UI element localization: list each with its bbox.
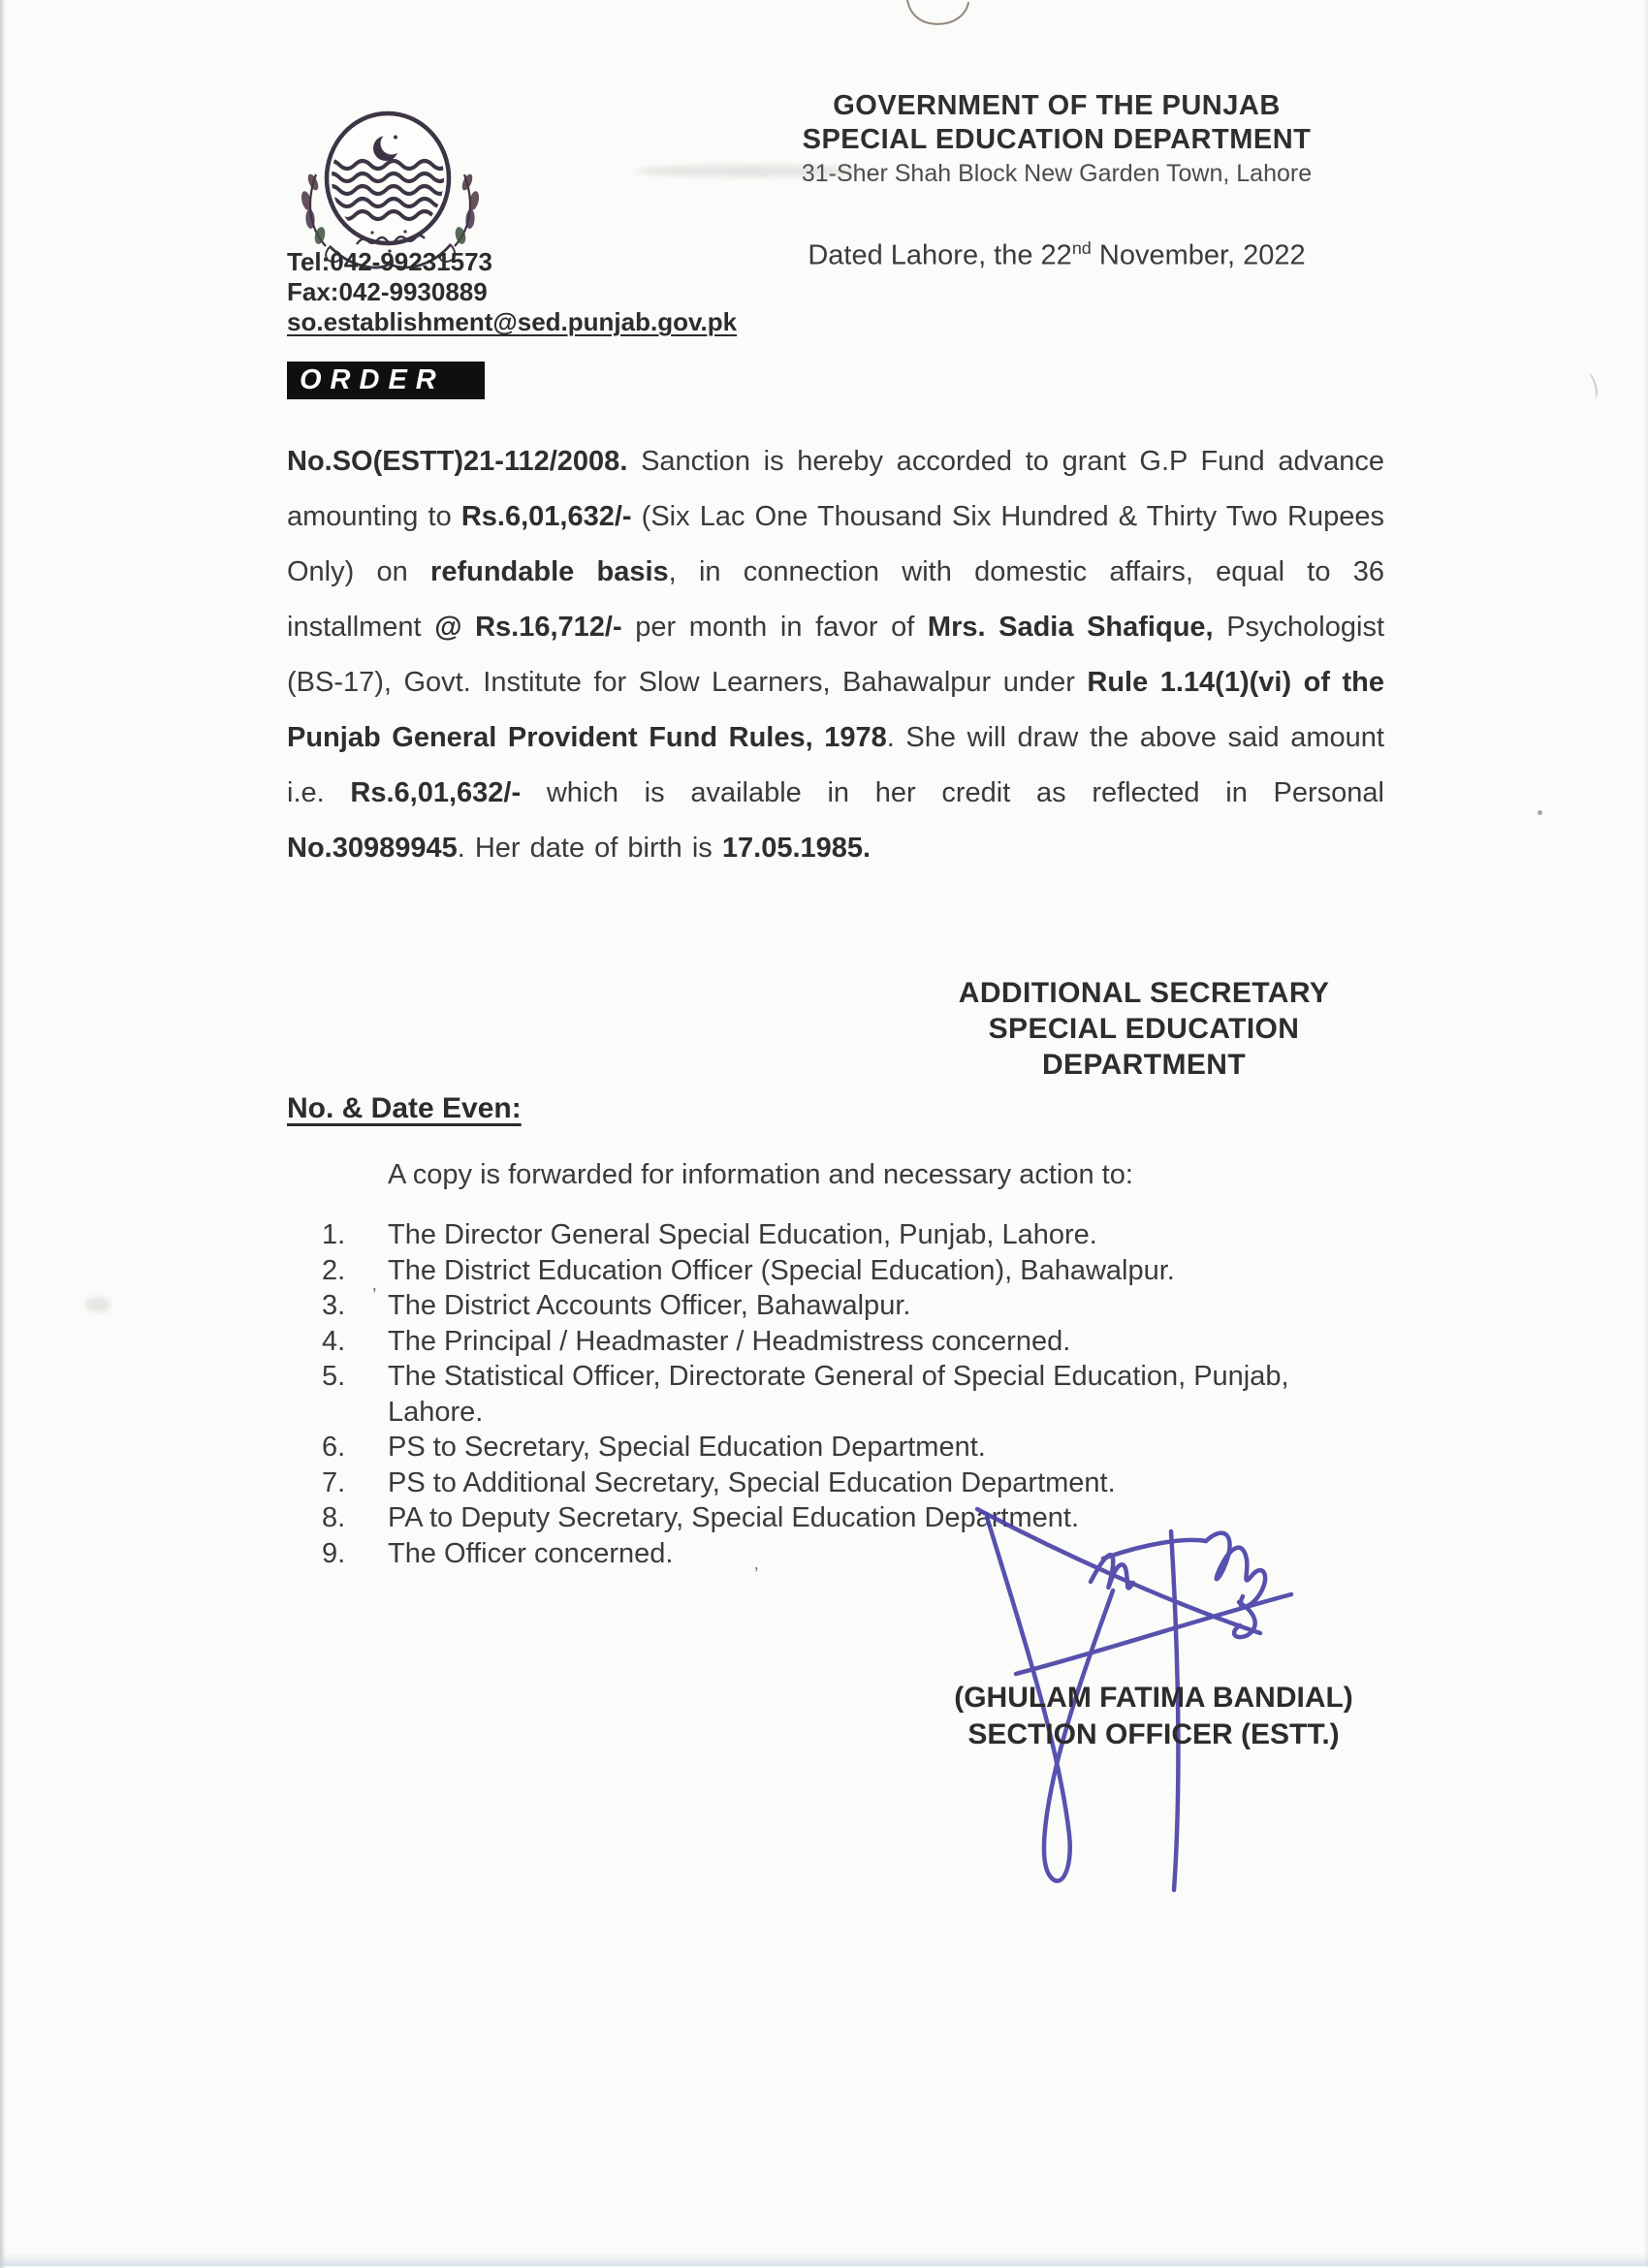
contact-block xyxy=(287,247,737,337)
emblem-oval xyxy=(327,113,449,243)
scan-squiggle-artifact xyxy=(1582,372,1600,401)
list-item: 2. The District Education Officer (Special Education), Bahawalpur. xyxy=(322,1254,1175,1286)
order-heading-badge: ORDER xyxy=(287,362,485,399)
personal-number: No.30989945 xyxy=(287,833,458,864)
date-suffix: November, 2022 xyxy=(1091,239,1306,271)
scan-artifact-top-curve xyxy=(0,0,1648,43)
list-item: 4. The Principal / Headmaster / Headmistress concerned. xyxy=(322,1325,1071,1357)
date-line xyxy=(727,238,1386,272)
org-name-line2: SPECIAL EDUCATION DEPARTMENT xyxy=(802,124,1312,155)
list-item: 6. PS to Secretary, Special Education Department. xyxy=(322,1432,986,1463)
scan-edge-left xyxy=(0,0,6,2268)
scan-tick-artifact: ’ xyxy=(372,1285,377,1307)
order-paragraph: No.SO(ESTT)21-112/2008. Sanction is hereby accorded to grant G.P Fund advance amounting to Rs.6,01,632/- (Six Lac One Thousand Six Hundred & Thirty Two Rupees Only) on refundable basis, in connection with domestic affairs, equal to 36 installment @ Rs.16,712/- per month in favor of Mrs. Sadia Shafique, Psychologist (BS-17), Govt. Institute for Slow Learners, Bahawalpur under Rule 1.14(1)(vi) of the Punjab General Provident Fund Rules, 1978. She will draw the above said amount i.e. Rs.6,01,632/- which is available in her credit as reflected in Personal No.30989945. Her date of birth is 17.05.1985. xyxy=(287,446,1385,864)
list-item: 3. The District Accounts Officer, Bahawalpur. xyxy=(322,1290,911,1321)
signatory-line3: DEPARTMENT xyxy=(1041,1049,1247,1081)
date-prefix: Dated Lahore, the 22 xyxy=(808,239,1072,271)
scan-smudge xyxy=(635,165,863,177)
list-item: 1. The Director General Special Education, Punjab, Lahore. xyxy=(322,1219,1097,1250)
installment-value: @ Rs.16,712/- xyxy=(434,612,622,643)
order-ref-number: No.SO(ESTT)21-112/2008. xyxy=(287,446,628,477)
amount-value: Rs.6,01,632/- xyxy=(460,501,632,532)
signature-name-block xyxy=(916,1680,1391,1753)
scan-tick-artifact: ’ xyxy=(754,1564,759,1586)
no-and-date-heading: No. & Date Even: xyxy=(287,1092,522,1124)
signatory-line1: ADDITIONAL SECRETARY xyxy=(958,977,1330,1009)
signatory-name: (GHULAM FATIMA BANDIAL) xyxy=(954,1682,1353,1714)
date-ordinal-superscript: nd xyxy=(1071,238,1092,258)
scan-smudge xyxy=(85,1297,111,1312)
beneficiary-name: Mrs. Sadia Shafique, xyxy=(927,612,1214,643)
emblem-leaves-left xyxy=(300,173,327,246)
org-name-line1: GOVERNMENT OF THE PUNJAB xyxy=(833,90,1281,121)
forwarding-intro: A copy is forwarded for information and necessary action to: xyxy=(388,1159,1133,1190)
tel-line: Tel:042-99231573 xyxy=(287,247,493,276)
rule-reference: Rule 1.14(1)(vi) of the Punjab General Provident Fund Rules, 1978 xyxy=(287,667,1384,753)
list-item: 9. The Officer concerned. xyxy=(322,1537,674,1569)
signatory-designation-block xyxy=(911,975,1377,1083)
list-item: 7. PS to Additional Secretary, Special Education Department. xyxy=(322,1466,1116,1498)
date-of-birth: 17.05.1985. xyxy=(721,833,872,864)
scan-edge-bottom xyxy=(0,2253,1648,2266)
list-item: 5. The Statistical Officer, Directorate General of Special Education, Punjab, Lahore. xyxy=(322,1361,1289,1428)
org-address: 31-Sher Shah Block New Garden Town, Lahore xyxy=(801,160,1313,187)
fax-line: Fax:042-9930889 xyxy=(287,277,488,306)
email-line: so.establishment@sed.punjab.gov.pk xyxy=(287,307,738,336)
signatory-title: SECTION OFFICER (ESTT.) xyxy=(967,1718,1340,1750)
list-item: 8. PA to Deputy Secretary, Special Education Department. xyxy=(322,1502,1080,1533)
scan-dot-artifact xyxy=(1537,810,1542,815)
signatory-line2: SPECIAL EDUCATION xyxy=(988,1013,1300,1045)
emblem-leaves-right xyxy=(454,173,481,246)
